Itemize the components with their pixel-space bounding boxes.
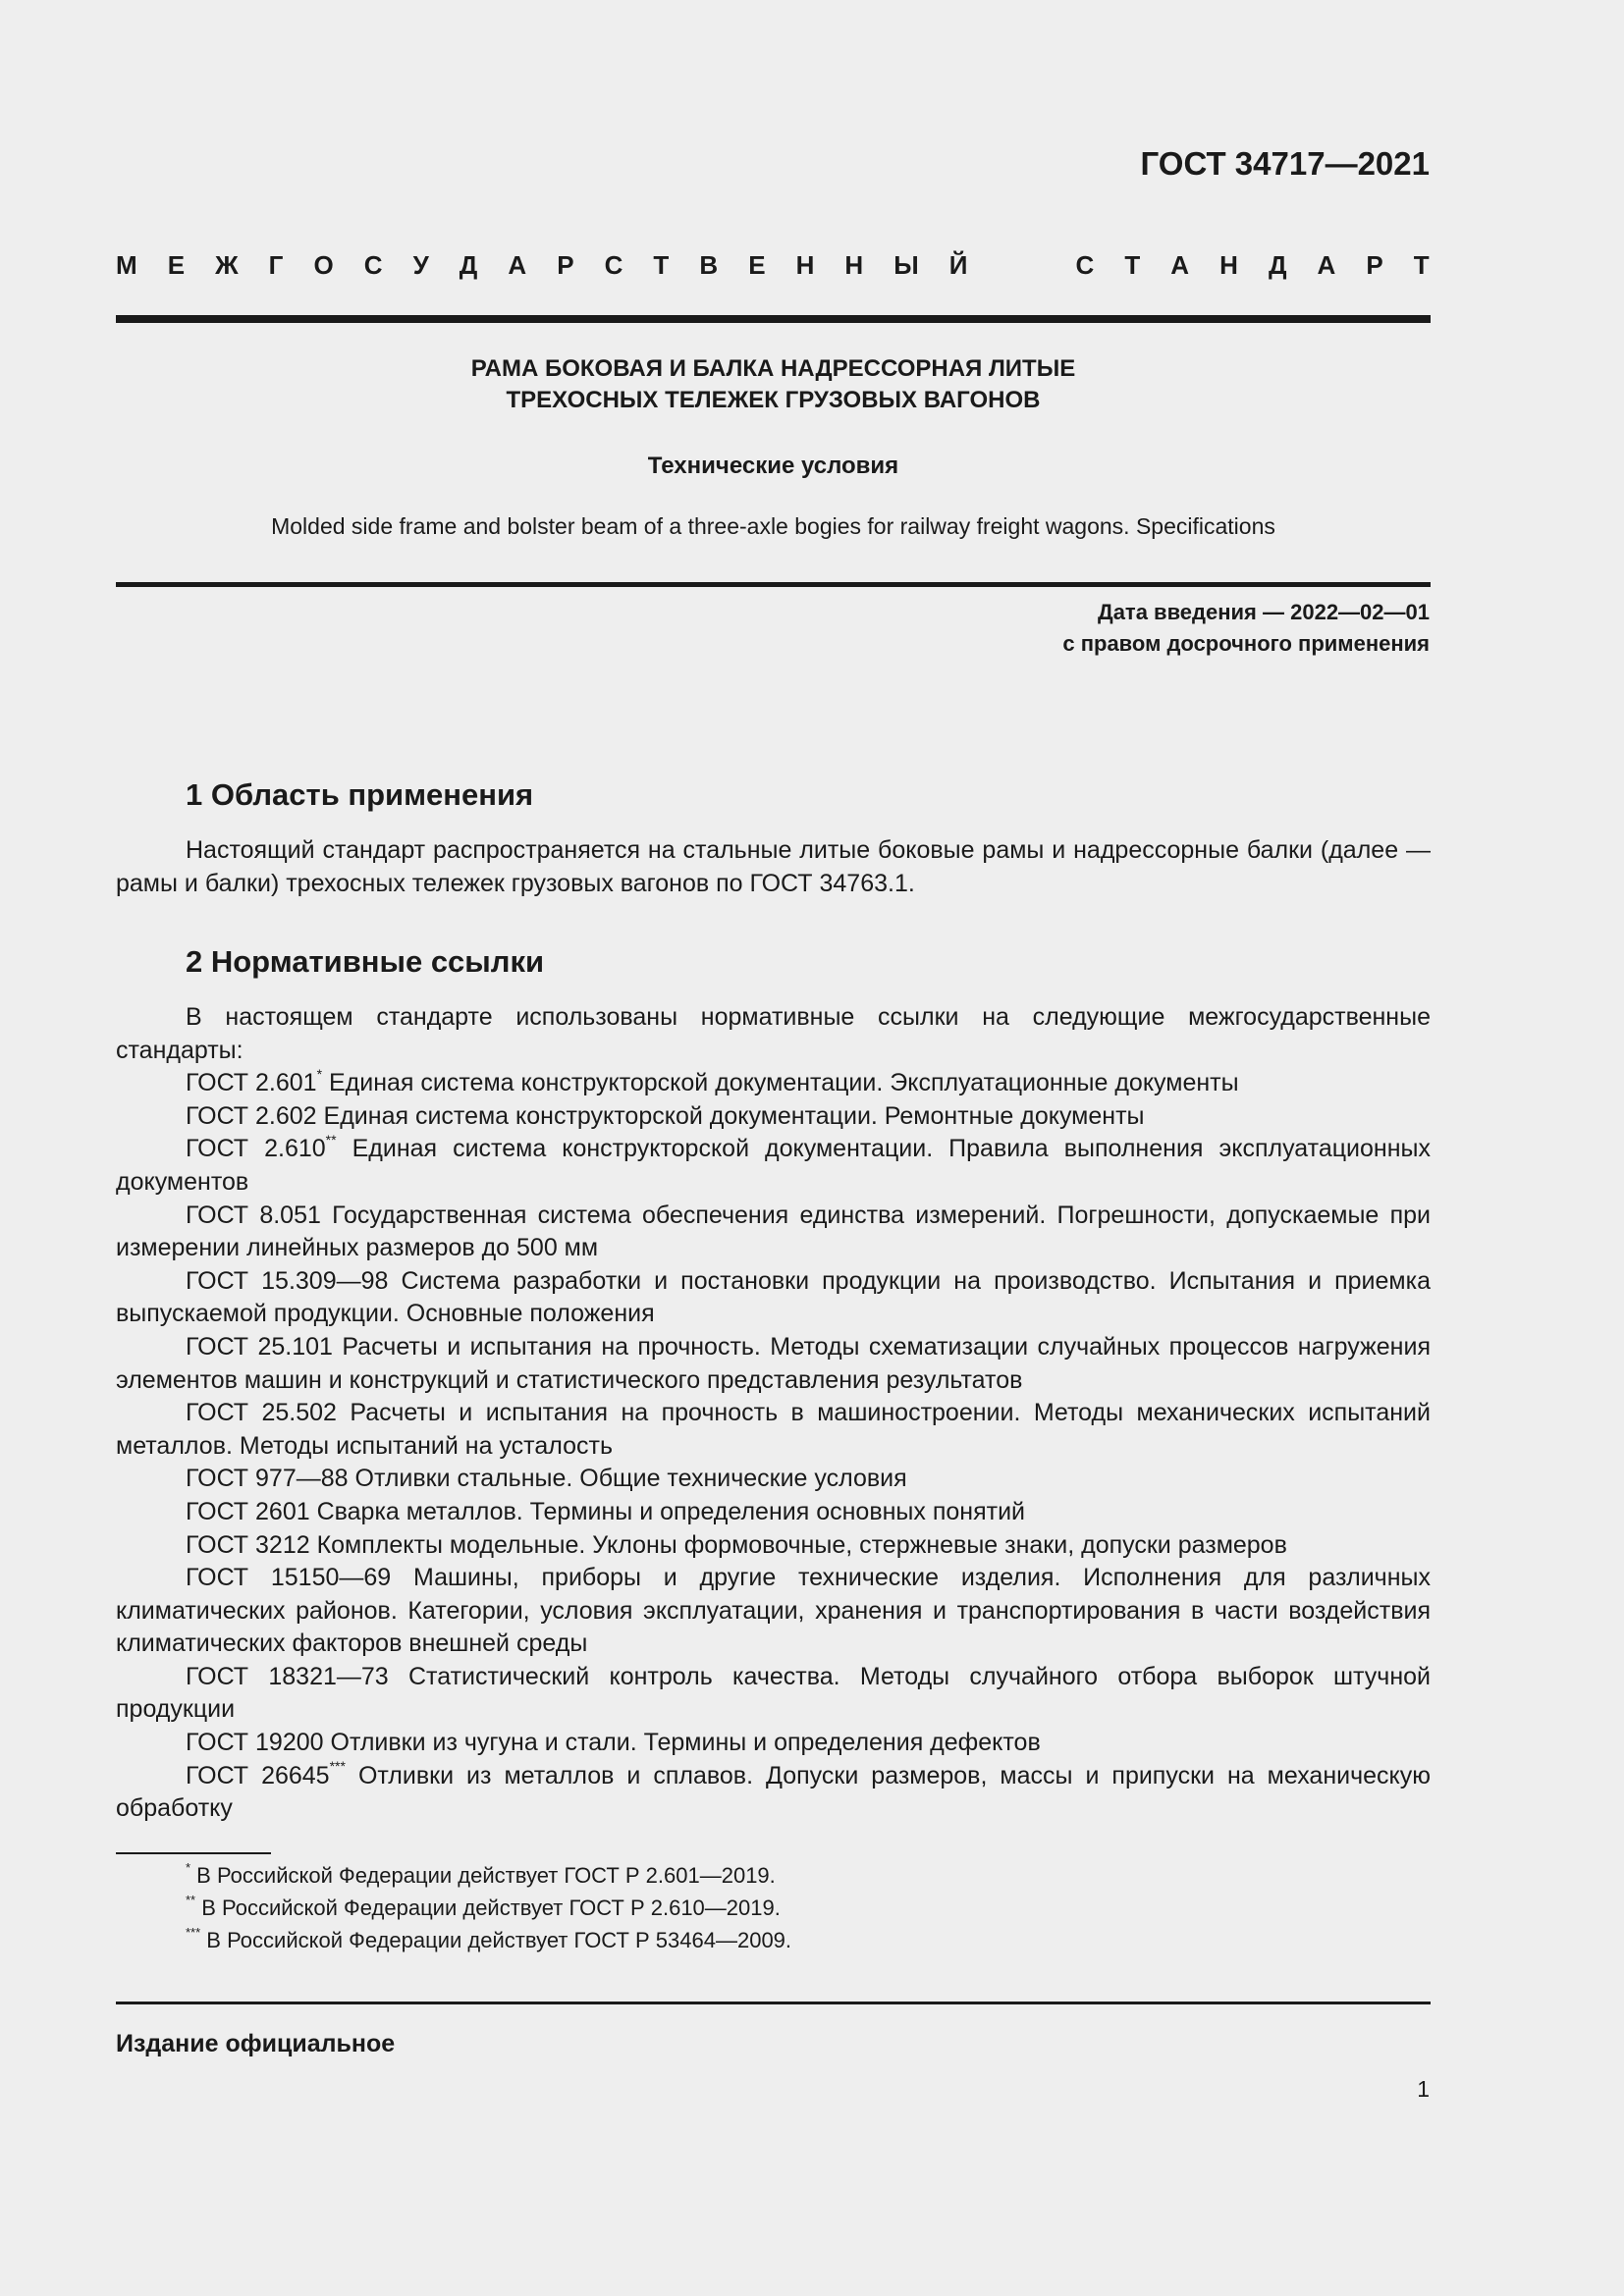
reference-item (116, 1265, 1431, 1331)
reference-code: ГОСТ 26645 (186, 1761, 330, 1789)
banner-letter: А (1317, 250, 1336, 280)
reference-item (116, 1760, 1431, 1826)
reference-title: Сварка металлов. Термины и определения основных понятий (309, 1497, 1025, 1525)
banner-letter: Р (1366, 250, 1383, 280)
english-title: Molded side frame and bolster beam of a three-axle bogies for railway freight wagons. Specifications (271, 513, 1275, 539)
reference-code: ГОСТ 25.101 (186, 1332, 333, 1361)
title-bottom-rule (116, 582, 1431, 587)
reference-item (116, 1100, 1431, 1134)
banner-letter: Н (795, 250, 815, 280)
banner-letter: Й (948, 250, 968, 280)
banner-letter: М (116, 250, 137, 280)
top-rule (116, 315, 1431, 323)
reference-title: Отливки стальные. Общие технические условия (348, 1465, 907, 1493)
banner-letter: Т (1413, 250, 1430, 280)
banner-letter: С (363, 250, 383, 280)
early-application-note: с правом досрочного применения (1062, 631, 1430, 656)
section-1-body (116, 834, 1431, 900)
banner-letter: Е (748, 250, 766, 280)
footnote-text: В Российской Федерации действует ГОСТ Р 2.601—2019. (190, 1863, 776, 1888)
reference-title: Расчеты и испытания на прочность в машиностроении. Методы механических испытаний металлов. Методы испытаний на усталость (116, 1399, 1431, 1460)
reference-title: Отливки из металлов и сплавов. Допуски размеров, массы и припуски на механическую обработку (116, 1761, 1431, 1823)
reference-item (116, 1397, 1431, 1463)
official-edition-label: Издание официальное (116, 2030, 396, 2057)
banner-letter: О (313, 250, 334, 280)
banner-letter: Р (557, 250, 574, 280)
reference-title: Статистический контроль качества. Методы случайного отбора выборок штучной продукции (116, 1662, 1431, 1724)
reference-item (116, 1133, 1431, 1199)
introduction-date: Дата введения — 2022—02—01 (1098, 600, 1430, 624)
footnote-item (186, 1892, 791, 1924)
banner-letter: Д (459, 250, 478, 280)
reference-code: ГОСТ 8.051 (186, 1201, 321, 1229)
reference-code: ГОСТ 977—88 (186, 1465, 349, 1493)
banner-letter: А (508, 250, 527, 280)
reference-code: ГОСТ 15150—69 (186, 1564, 392, 1592)
reference-item (116, 1331, 1431, 1397)
reference-item (116, 1562, 1431, 1661)
footnote-marker: *** (186, 1924, 201, 1940)
reference-code: ГОСТ 2601 (186, 1497, 310, 1525)
reference-code: ГОСТ 2.602 (186, 1101, 317, 1130)
banner-word-gap (998, 250, 1045, 286)
introduction-date-block (1062, 597, 1430, 660)
banner-letter: Т (1124, 250, 1141, 280)
banner-letter: С (604, 250, 623, 280)
banner-letter: С (1075, 250, 1095, 280)
reference-item (116, 1463, 1431, 1496)
section-2-body (116, 1001, 1431, 1826)
section-1-heading: 1 Область применения (186, 777, 534, 812)
title-line-1: РАМА БОКОВАЯ И БАЛКА НАДРЕССОРНАЯ ЛИТЫЕ (470, 355, 1076, 382)
title-line-2: ТРЕХОСНЫХ ТЕЛЕЖЕК ГРУЗОВЫХ ВАГОНОВ (506, 387, 1041, 413)
banner-letter: Ы (893, 250, 919, 280)
banner-letter: Д (1268, 250, 1287, 280)
reference-title: Комплекты модельные. Уклоны формовочные, стержневые знаки, допуски размеров (309, 1530, 1287, 1559)
document-subtitle: Технические условия (647, 453, 899, 479)
footnote-separator (116, 1852, 271, 1854)
reference-title: Система разработки и постановки продукции на производство. Испытания и приемка выпускаемой продукции. Основные положения (116, 1266, 1431, 1328)
section-2-heading: 2 Нормативные ссылки (186, 944, 545, 979)
reference-code: ГОСТ 2.601 (186, 1069, 317, 1097)
footnote-marker: ** (186, 1892, 196, 1907)
reference-title: Государственная система обеспечения единства измерений. Погрешности, допускаемые при измерении линейных размеров до 500 мм (116, 1201, 1431, 1262)
footer-rule (116, 2002, 1431, 2004)
section-2-intro: В настоящем стандарте использованы нормативные ссылки на следующие межгосударственные стандарты: (116, 1003, 1431, 1064)
reference-title: Отливки из чугуна и стали. Термины и определения дефектов (323, 1729, 1041, 1757)
banner-letter: Ж (215, 250, 239, 280)
footnote-item (186, 1859, 791, 1892)
reference-title: Машины, приборы и другие технические изделия. Исполнения для различных климатических районов. Категории, условия эксплуатации, хранения и транспортирования в части воздействия климатических факторов внешней среды (116, 1564, 1431, 1658)
reference-item (116, 1661, 1431, 1727)
interstate-standard-banner (116, 250, 1430, 286)
footnote-marker: * (186, 1859, 191, 1875)
section-1-paragraph: Настоящий стандарт распространяется на стальные литые боковые рамы и надрессорные балки (далее — рамы и балки) трехосных тележек грузовых вагонов по ГОСТ 34763.1. (116, 836, 1431, 897)
banner-letter: Г (268, 250, 284, 280)
banner-letter: Н (1219, 250, 1238, 280)
banner-letter: У (412, 250, 429, 280)
document-number: ГОСТ 34717—2021 (1140, 145, 1430, 182)
footnote-text: В Российской Федерации действует ГОСТ Р 2.610—2019. (195, 1896, 781, 1920)
reference-title: Расчеты и испытания на прочность. Методы схематизации случайных процессов нагружения элементов машин и конструкций и статистического представления результатов (116, 1332, 1431, 1394)
reference-item (116, 1727, 1431, 1760)
footnote-marker: ** (325, 1132, 337, 1148)
reference-item (116, 1529, 1431, 1563)
footnote-marker: * (316, 1065, 323, 1082)
document-title (116, 353, 1431, 416)
reference-code: ГОСТ 18321—73 (186, 1662, 389, 1690)
page-number: 1 (1417, 2076, 1430, 2102)
reference-title: Единая система конструкторской документации. Ремонтные документы (316, 1101, 1145, 1130)
reference-code: ГОСТ 25.502 (186, 1399, 337, 1427)
reference-code: ГОСТ 15.309—98 (186, 1266, 389, 1295)
banner-letter: В (699, 250, 719, 280)
reference-code: ГОСТ 19200 (186, 1729, 324, 1757)
footnote-marker: *** (329, 1758, 346, 1775)
footnote-text: В Российской Федерации действует ГОСТ Р 53464—2009. (200, 1928, 792, 1952)
reference-code: ГОСТ 2.610 (186, 1135, 326, 1163)
banner-letter: Т (653, 250, 670, 280)
footnote-item (186, 1924, 791, 1956)
banner-letter: Н (844, 250, 864, 280)
reference-item (116, 1496, 1431, 1529)
reference-title: Единая система конструкторской документации. Правила выполнения эксплуатационных документов (116, 1135, 1431, 1196)
reference-title: Единая система конструкторской документации. Эксплуатационные документы (322, 1069, 1239, 1097)
footnotes (186, 1859, 791, 1956)
banner-letter: Е (167, 250, 186, 280)
reference-code: ГОСТ 3212 (186, 1530, 310, 1559)
reference-item (116, 1200, 1431, 1265)
banner-letter: А (1170, 250, 1190, 280)
reference-item (116, 1067, 1431, 1100)
